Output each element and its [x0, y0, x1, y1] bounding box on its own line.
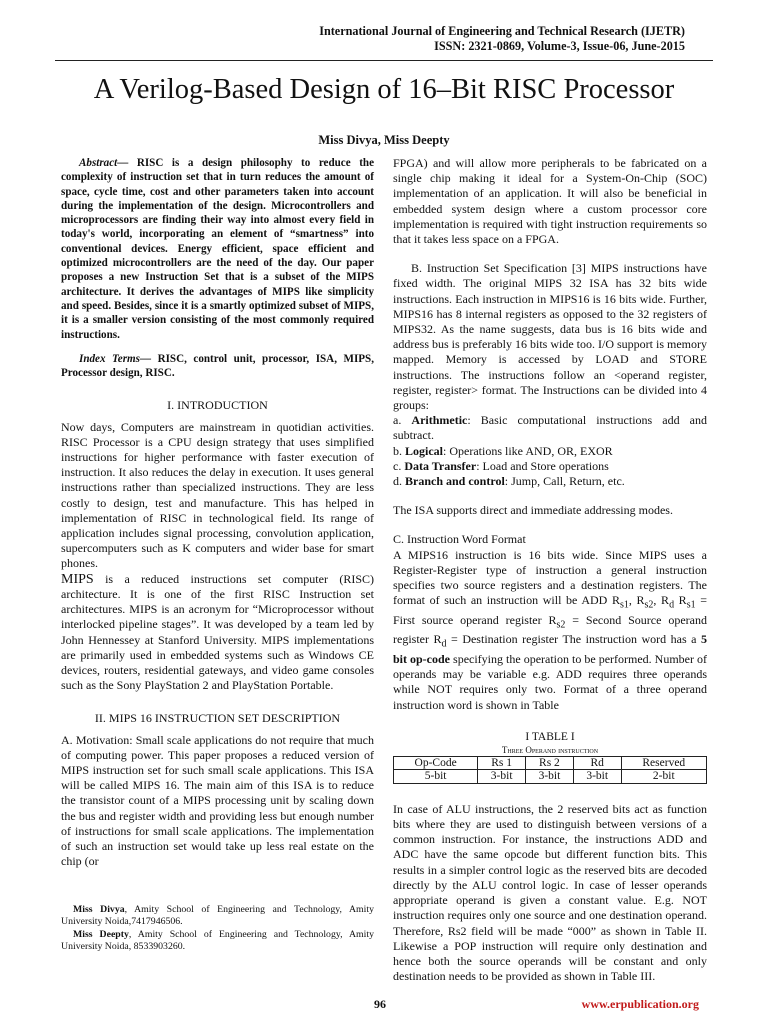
group-prefix: a.: [393, 413, 412, 428]
table-header-cell: Rs 2: [526, 756, 574, 770]
iwf-bold: 5 bit op-code: [393, 632, 707, 667]
subscript: s2: [644, 599, 654, 611]
table-row: [394, 770, 707, 784]
table-cell: 3-bit: [478, 770, 526, 784]
left-column: [61, 156, 374, 869]
group-prefix: d.: [393, 474, 405, 489]
footnote-2-name: Miss Deepty: [73, 928, 129, 940]
subscript: d: [669, 599, 675, 611]
right-column: [393, 156, 707, 984]
group-arithmetic: [393, 413, 707, 443]
abstract: [61, 156, 374, 342]
publisher-website: www.erpublication.org: [581, 997, 699, 1011]
footnote-1: [61, 904, 374, 929]
table-cell: 3-bit: [573, 770, 621, 784]
group-name: Logical: [405, 443, 443, 458]
intro-paragraph-2-text: is a reduced instructions set computer (RISC) architecture. It is one of the first RISC Instruction set architectures. MIPS is an acronym for “Microprocessor without interlocked pipeline stages”. It was developed by a team led by John Hennessey at Stanford University. MIPS implementations are primarily used in embedded systems such as Windows CE devices, routers, residential gateways, and video game consoles such as the Sony PlayStation 2 and PlayStation Portable.: [61, 571, 374, 693]
table-header-cell: Rd: [573, 756, 621, 770]
iwf-text: specifying the operation to be performed. Number of operands may be variable e.g. ADD requires three operands while NOT requires only two. Format of a three operand instruction word is shown in Table: [393, 652, 708, 712]
paper-title: A Verilog-Based Design of 16–Bit RISC Processor: [93, 74, 675, 105]
journal-name: International Journal of Engineering and Technical Research (IJETR): [319, 24, 685, 38]
author-footnotes: [61, 904, 374, 954]
journal-header: [319, 24, 685, 54]
group-logical: [393, 444, 707, 459]
table1-subcaption: Three Operand instruction: [501, 744, 599, 755]
motivation-paragraph: A. Motivation: Small scale applications do not require that much of computing power. This paper proposes a reduced version of MIPS instruction set for such small scale applications. This ISA will be called MIPS 16. The main aim of this ISA is to reduce the transistor count of a MIPS processing unit by scaling down the bus and register width and providing less but enough number of instructions for small scale applications. The implementation of such an instruction set would take up less real estate on the chip (or: [61, 732, 374, 869]
group-prefix: b.: [393, 443, 405, 458]
group-desc: : Load and Store operations: [476, 458, 609, 473]
journal-issn: ISSN: 2321-0869, Volume-3, Issue-06, June-2015: [434, 39, 685, 53]
intro-heading: I. INTRODUCTION: [167, 398, 268, 413]
addressing-paragraph: The ISA supports direct and immediate addressing modes.: [393, 503, 673, 518]
mips-lead: MIPS: [61, 571, 94, 587]
group-desc: : Basic computational instructions add and subtract.: [393, 413, 708, 443]
mips-heading: II. MIPS 16 INSTRUCTION SET DESCRIPTION: [94, 711, 341, 726]
table-cell: 3-bit: [526, 770, 574, 784]
group-data-transfer: [393, 459, 707, 474]
footnote-1-text: , Amity School of Engineering and Technology, Amity University Noida,7417946506.: [61, 904, 375, 928]
iwf-text: , R: [653, 593, 670, 608]
footnote-2-text: , Amity School of Engineering and Technology, Amity University Noida, 8533903260.: [61, 928, 374, 953]
index-terms-text: RISC, control unit, processor, ISA, MIPS, Processor design, RISC.: [61, 352, 374, 380]
table-header-cell: Op-Code: [394, 756, 478, 770]
abstract-label: Abstract—: [79, 157, 129, 169]
iwf-text: = First source operand register R: [393, 593, 708, 627]
iwf-paragraph: [393, 548, 707, 713]
group-prefix: c.: [393, 458, 405, 473]
footnote-2: [61, 929, 374, 954]
group-name: Arithmetic: [411, 413, 468, 428]
group-name: Branch and control: [405, 474, 505, 489]
table-cell: 5-bit: [394, 770, 478, 784]
group-name: Data Transfer: [404, 458, 477, 473]
table-header-row: [394, 756, 707, 770]
footnote-1-name: Miss Divya: [73, 904, 125, 915]
iwf-text: = Second Source operand register R: [393, 612, 707, 647]
intro-paragraph-1: Now days, Computers are mainstream in quotidian activities. RISC Processor is a CPU design strategy that uses simplified instructions for higher performance with faster execution of instruction. It also reduces the delay in execution. It uses general instructions rather than specialized instructions. They are less costly to design, test and manufacture. This has helped in implementation of RISC in technological field. Its range of application includes signal processing, convolution application, supercomputers such as K computers and wider base for smart phones.: [61, 419, 374, 571]
table1-caption: I TABLE I: [525, 730, 575, 743]
subscript: s1: [619, 599, 629, 611]
iwf-heading: C. Instruction Word Format: [393, 532, 526, 547]
instruction-format-table: [393, 756, 707, 784]
subscript: s2: [556, 619, 566, 631]
alu-paragraph: In case of ALU instructions, the 2 reserved bits act as function bits where they are used to distinguish between versions of a common instruction. For instance, the instructions ADD and ADC have the same opcode but different function bits. This results in a simpler control logic as the reserved bits are decoded directly by the ALU control logic. In case of lesser operands appropriate operand is given a constant value. E.g. NOT instruction requires only one source and one destination operand. Therefore, Rs2 field will be made “000” as shown in Table II. Likewise a POP instruction will require only destination and hence both the source operands will be constant and only destination needs to be provided as shown in Table III.: [393, 801, 707, 984]
page-number: 96: [374, 997, 386, 1011]
group-desc: : Jump, Call, Return, etc.: [504, 474, 625, 489]
iwf-text: R: [674, 593, 687, 608]
table-cell: 2-bit: [621, 770, 706, 784]
iwf-text: , R: [628, 593, 645, 608]
table-header-cell: Rs 1: [478, 756, 526, 770]
table-header-cell: Reserved: [621, 756, 706, 770]
subscript: s1: [686, 599, 696, 611]
paper-authors: Miss Divya, Miss Deepty: [318, 133, 450, 147]
abstract-text: RISC is a design philosophy to reduce the complexity of instruction set that in turn reduces the amount of space, cycle time, cost and other parameters taken into account during the implementation of the design. Microcontrollers and microprocessors are finding their way into almost every field in today's world, incorporating an element of “smartness” into conventional devices. Energy efficient, space efficient and optimized microcontrollers are the need of the day. Our paper proposes a new Instruction Set that is a subset of the MIPS architecture. It derives the advantages of MIPS like simplicity and speed. Besides, since it is a smartly optimized subset of MIPS, it is a smaller version consisting of the most commonly required instructions.: [61, 157, 374, 341]
subscript: d: [441, 638, 447, 650]
intro-paragraph-2: [61, 572, 374, 694]
fpga-paragraph: FPGA) and will allow more peripherals to be fabricated on a single chip making it ideal for a System-On-Chip (SOC) implementation of an application. It will also be beneficial in embedded system design where a custom processor core implementation is required with tight instruction requirements so that it takes less space on a FPGA.: [393, 156, 707, 247]
iwf-text: A MIPS16 instruction is 16 bits wide. Since MIPS uses a Register-Register type of instruction a general instruction specifies two source registers and a destination registers. The format of such an instruction will be ADD R: [393, 547, 707, 608]
group-desc: : Operations like AND, OR, EXOR: [443, 443, 613, 458]
index-terms: [61, 352, 374, 381]
header-rule: [55, 60, 713, 61]
index-terms-label: Index Terms—: [79, 352, 152, 365]
isa-spec-paragraph: B. Instruction Set Specification [3] MIPS instructions have fixed width. The original MIPS 32 ISA has 32 bits wide instructions. Each instruction in MIPS16 is 16 bits wide. Further, MIPS16 has 8 internal registers as opposed to the 32 registers of MIPS32. As the name suggests, data bus is 16 bits wide and address bus is preferably 16 bits wide too. I/O support is memory mapped. Memory is accessed by LOAD and STORE instructions. The instructions follow an <operand register, register, register> format. The Instructions can be divided into 4 groups:: [393, 261, 707, 413]
group-branch-control: [393, 474, 707, 489]
iwf-text: = Destination register The instruction word has a: [446, 632, 701, 647]
